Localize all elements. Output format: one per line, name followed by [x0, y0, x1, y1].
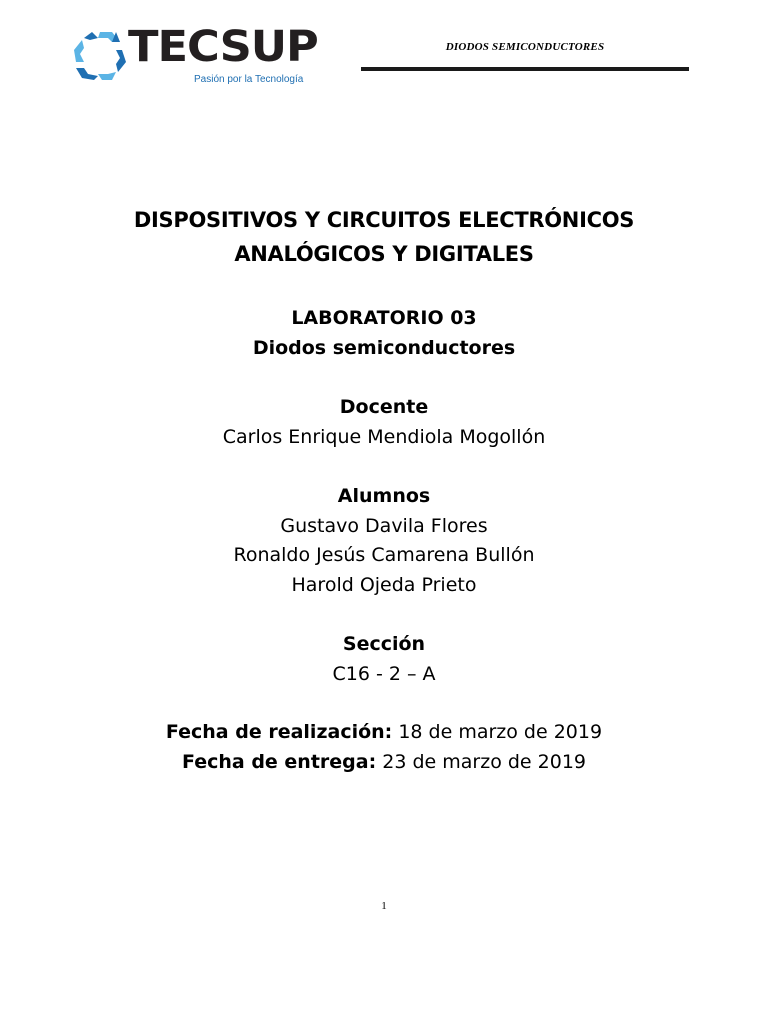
student-name: Gustavo Davila Flores	[280, 515, 488, 537]
teacher-name: Carlos Enrique Mendiola Mogollón	[222, 426, 546, 448]
section-label: Sección	[342, 633, 426, 655]
date-done-label: Fecha de realización:	[165, 721, 393, 743]
recycle-arrows-icon	[72, 28, 128, 84]
teacher-label: Docente	[339, 396, 429, 418]
date-due-label: Fecha de entrega:	[182, 751, 377, 773]
section-value: C16 - 2 – A	[332, 663, 436, 685]
lab-number: LABORATORIO 03	[291, 307, 477, 329]
tecsup-logo	[72, 22, 318, 90]
student-name: Harold Ojeda Prieto	[291, 574, 477, 596]
date-done-row	[0, 720, 768, 744]
header-document-title: DIODOS SEMICONDUCTORES	[445, 41, 605, 53]
course-title-line-1: DISPOSITIVOS Y CIRCUITOS ELECTRÓNICOS	[133, 208, 635, 232]
logo-tagline: Pasión por la Tecnología	[194, 74, 304, 85]
date-due-value: 23 de marzo de 2019	[382, 751, 586, 773]
date-done-value: 18 de marzo de 2019	[398, 721, 603, 743]
course-title-line-2: ANALÓGICOS Y DIGITALES	[234, 242, 534, 266]
header-rule	[361, 67, 689, 71]
page-number: 1	[381, 900, 387, 912]
logo-wordmark: TECSUP	[128, 22, 318, 72]
date-due-row	[0, 750, 768, 774]
lab-title: Diodos semiconductores	[252, 337, 516, 359]
students-label: Alumnos	[337, 485, 431, 507]
student-name: Ronaldo Jesús Camarena Bullón	[233, 544, 535, 566]
